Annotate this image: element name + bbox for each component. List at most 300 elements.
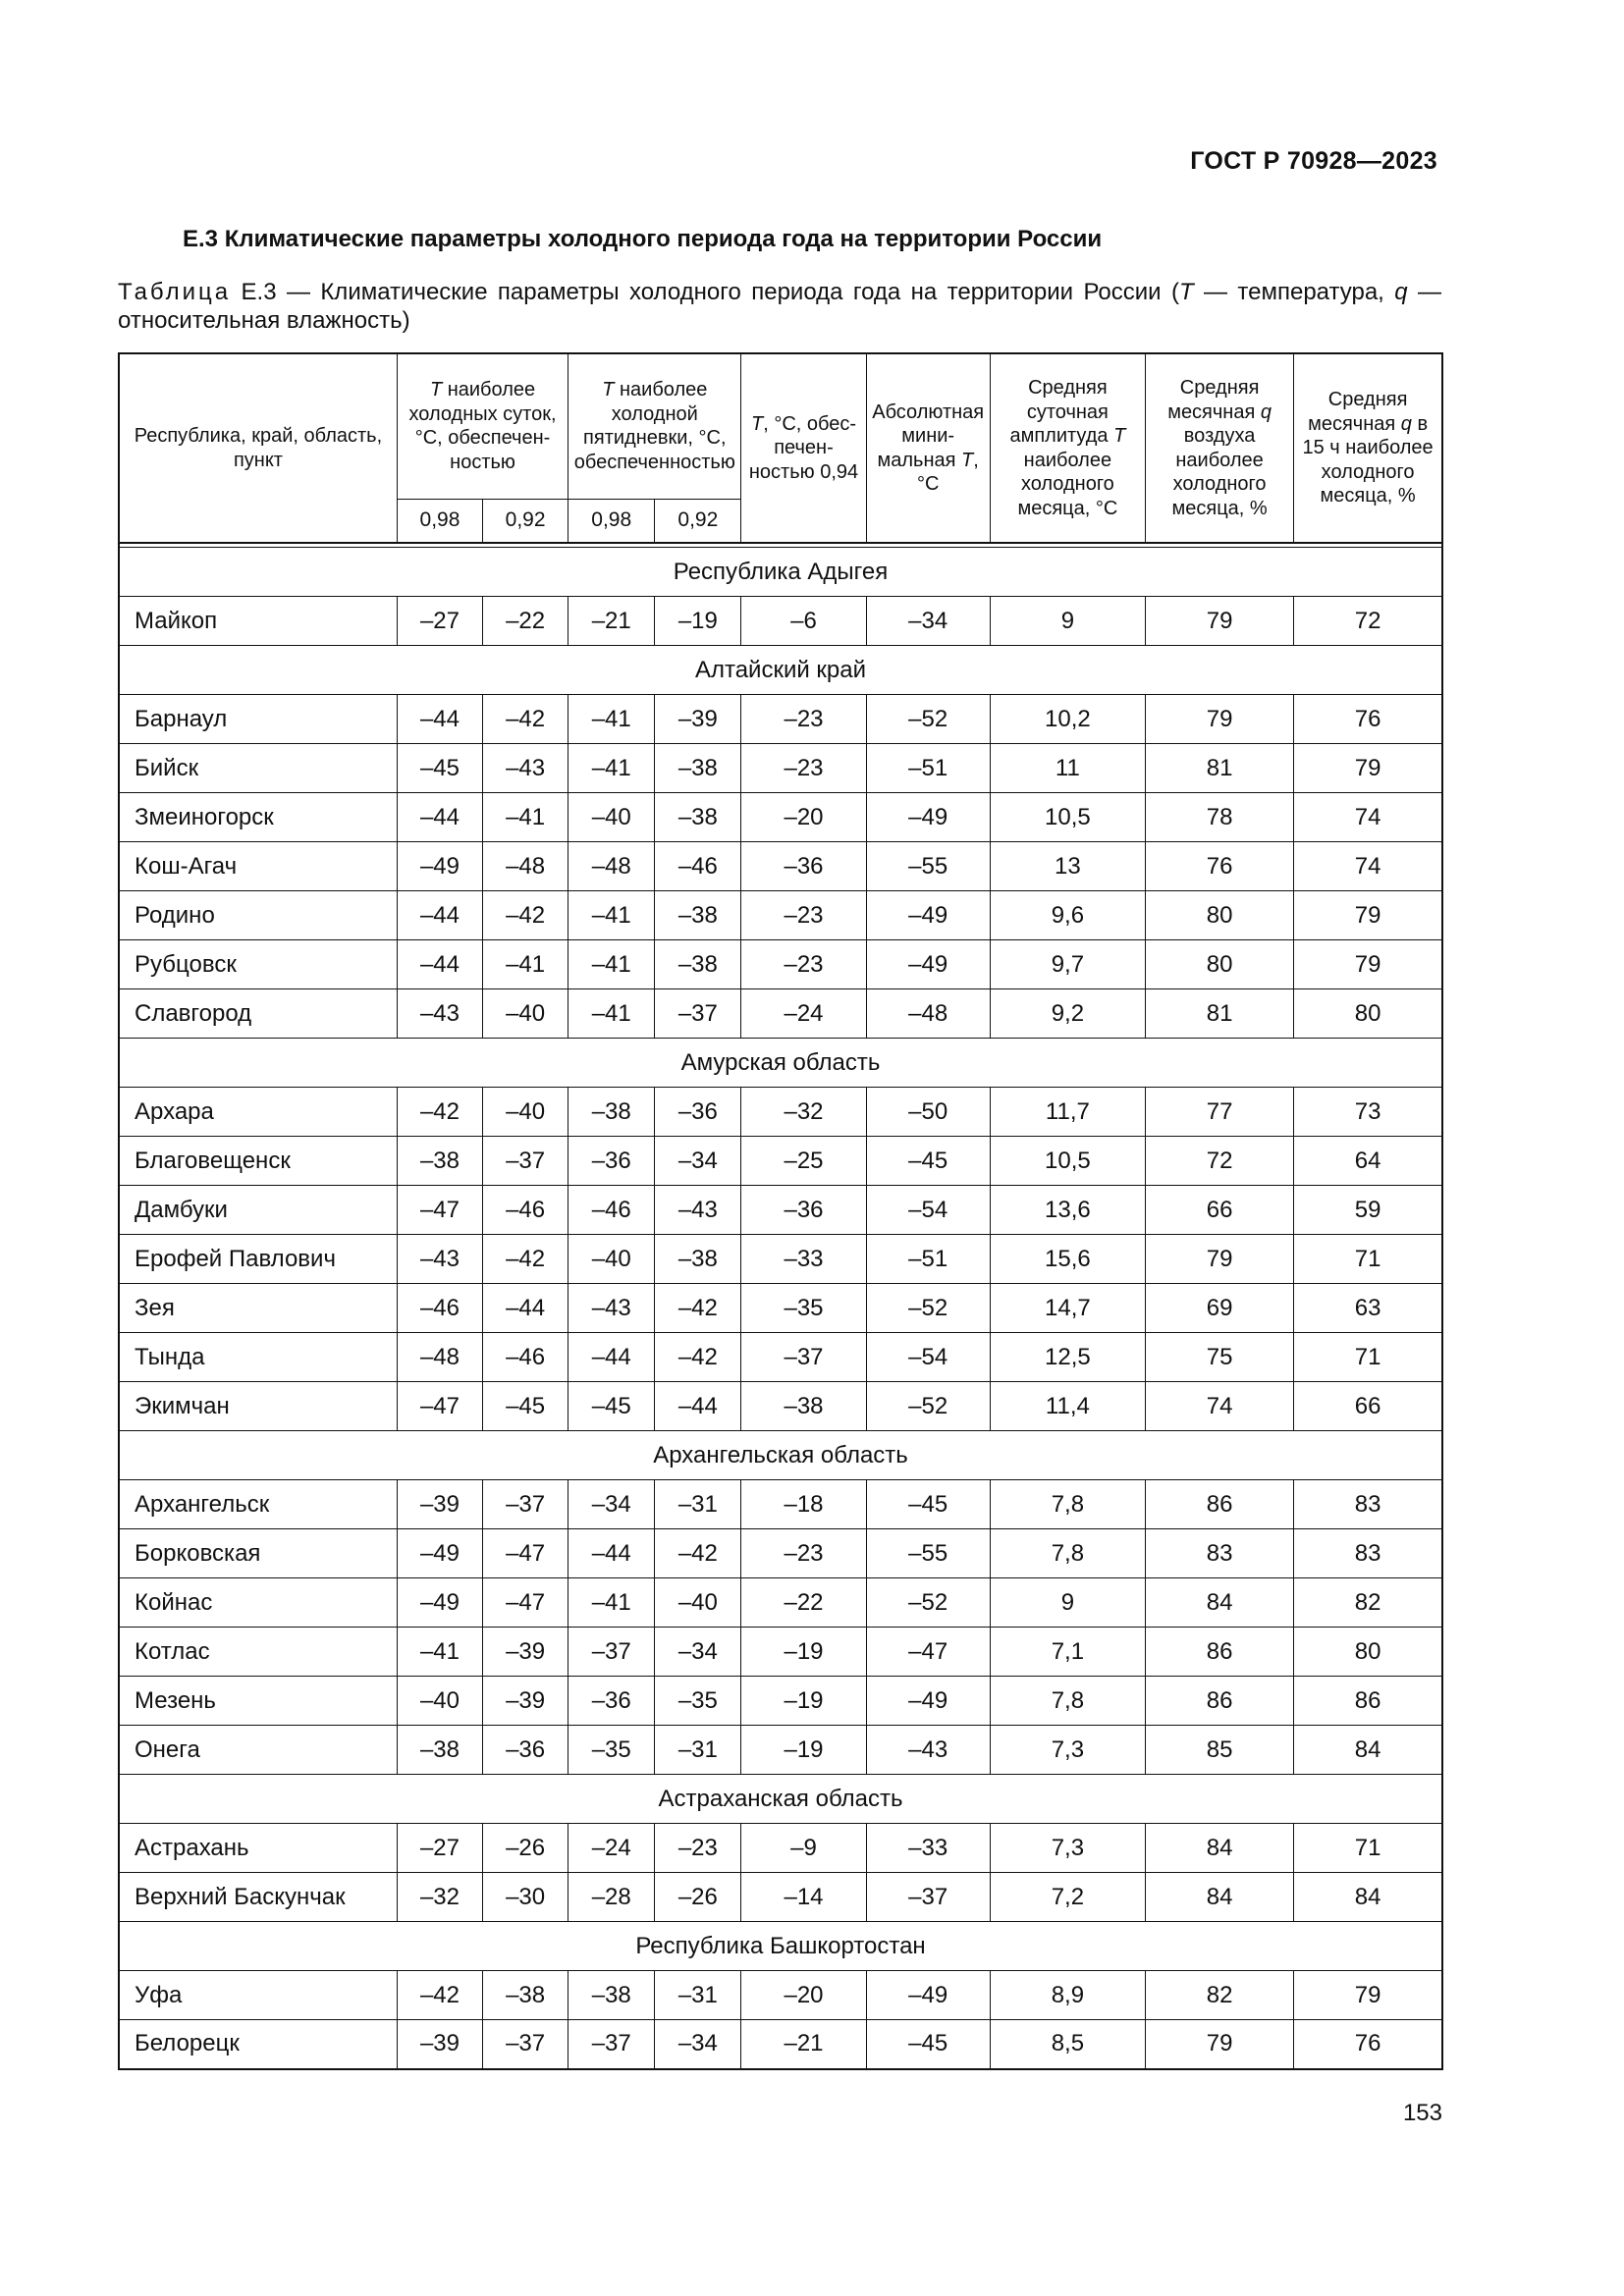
value-cell: –45 (866, 1137, 990, 1186)
location-name: Астрахань (119, 1824, 397, 1873)
table-row (119, 1873, 1442, 1922)
page-number: 153 (1402, 2100, 1442, 2126)
value-cell: 74 (1294, 793, 1442, 842)
table-row (119, 1529, 1442, 1578)
group-row (119, 1039, 1442, 1088)
value-cell: –42 (655, 1333, 741, 1382)
value-cell: –34 (655, 1628, 741, 1677)
header-var: T (961, 449, 974, 471)
value-cell: –38 (397, 1726, 482, 1775)
value-cell: –27 (397, 597, 482, 646)
location-name: Благовещенск (119, 1137, 397, 1186)
value-cell: –37 (741, 1333, 866, 1382)
value-cell: –41 (568, 940, 655, 989)
header-text: в 15 ч наиболее холодного месяца, % (1302, 412, 1434, 507)
value-cell: 84 (1145, 1873, 1293, 1922)
value-cell: –19 (655, 597, 741, 646)
location-name: Майкоп (119, 597, 397, 646)
variable-t: T (1178, 279, 1194, 305)
value-cell: 66 (1145, 1186, 1293, 1235)
value-cell: –38 (483, 1971, 568, 2020)
header-text: , °C (916, 449, 979, 495)
location-name: Ерофей Павлович (119, 1235, 397, 1284)
value-cell: –45 (568, 1382, 655, 1431)
value-cell: –43 (397, 989, 482, 1039)
value-cell: –49 (397, 1529, 482, 1578)
header-var: T (602, 379, 615, 401)
value-cell: –36 (568, 1677, 655, 1726)
value-cell: –37 (866, 1873, 990, 1922)
value-cell: 9 (990, 597, 1145, 646)
value-cell: –20 (741, 1971, 866, 2020)
table-row (119, 793, 1442, 842)
value-cell: 7,2 (990, 1873, 1145, 1922)
table-row (119, 1480, 1442, 1529)
value-cell: 7,8 (990, 1677, 1145, 1726)
value-cell: 80 (1145, 940, 1293, 989)
table-caption-label: Таблица (118, 279, 232, 305)
value-cell: 82 (1294, 1578, 1442, 1628)
table-row (119, 989, 1442, 1039)
value-cell: 86 (1145, 1628, 1293, 1677)
value-cell: 10,5 (990, 1137, 1145, 1186)
value-cell: –6 (741, 597, 866, 646)
value-cell: 76 (1294, 2020, 1442, 2069)
value-cell: –33 (741, 1235, 866, 1284)
value-cell: –27 (397, 1824, 482, 1873)
value-cell: –49 (866, 940, 990, 989)
value-cell: 84 (1145, 1824, 1293, 1873)
value-cell: –47 (483, 1578, 568, 1628)
value-cell: –44 (397, 891, 482, 940)
location-name: Экимчан (119, 1382, 397, 1431)
value-cell: 11,7 (990, 1088, 1145, 1137)
value-cell: 80 (1294, 989, 1442, 1039)
table-row (119, 1677, 1442, 1726)
value-cell: –31 (655, 1480, 741, 1529)
value-cell: 83 (1145, 1529, 1293, 1578)
value-cell: 7,8 (990, 1480, 1145, 1529)
value-cell: –26 (655, 1873, 741, 1922)
value-cell: –31 (655, 1726, 741, 1775)
value-cell: –40 (655, 1578, 741, 1628)
value-cell: –39 (483, 1628, 568, 1677)
value-cell: –38 (655, 793, 741, 842)
table-row (119, 1088, 1442, 1137)
value-cell: –46 (483, 1186, 568, 1235)
value-cell: –42 (655, 1284, 741, 1333)
value-cell: 69 (1145, 1284, 1293, 1333)
value-cell: –20 (741, 793, 866, 842)
value-cell: –50 (866, 1088, 990, 1137)
value-cell: 7,1 (990, 1628, 1145, 1677)
value-cell: –31 (655, 1971, 741, 2020)
group-name: Алтайский край (119, 646, 1442, 695)
group-name: Амурская область (119, 1039, 1442, 1088)
value-cell: –33 (866, 1824, 990, 1873)
value-cell: –42 (397, 1088, 482, 1137)
group-row (119, 646, 1442, 695)
location-name: Тында (119, 1333, 397, 1382)
header-absolute-min (866, 353, 990, 543)
value-cell: 85 (1145, 1726, 1293, 1775)
value-cell: 84 (1294, 1873, 1442, 1922)
value-cell: 7,3 (990, 1824, 1145, 1873)
value-cell: –49 (866, 1971, 990, 2020)
value-cell: –41 (568, 695, 655, 744)
value-cell: –38 (568, 1971, 655, 2020)
header-text: Средняя суточная амплитуда (1009, 377, 1114, 447)
value-cell: –38 (741, 1382, 866, 1431)
header-location: Республика, край, область, пункт (119, 353, 397, 543)
value-cell: –42 (655, 1529, 741, 1578)
value-cell: –38 (568, 1088, 655, 1137)
header-text: наиболее холодных суток, °C, обеспеченностью (408, 379, 557, 473)
table-caption (118, 278, 1441, 335)
value-cell: 75 (1145, 1333, 1293, 1382)
value-cell: –42 (483, 1235, 568, 1284)
header-var: q (1260, 400, 1272, 423)
value-cell: –32 (397, 1873, 482, 1922)
value-cell: 7,3 (990, 1726, 1145, 1775)
value-cell: 66 (1294, 1382, 1442, 1431)
value-cell: –49 (397, 842, 482, 891)
value-cell: –38 (655, 1235, 741, 1284)
value-cell: –19 (741, 1628, 866, 1677)
value-cell: –41 (397, 1628, 482, 1677)
value-cell: –49 (866, 891, 990, 940)
value-cell: 11,4 (990, 1382, 1145, 1431)
value-cell: 9,7 (990, 940, 1145, 989)
value-cell: 86 (1145, 1480, 1293, 1529)
value-cell: 63 (1294, 1284, 1442, 1333)
value-cell: –55 (866, 1529, 990, 1578)
location-name: Змеиногорск (119, 793, 397, 842)
value-cell: 76 (1145, 842, 1293, 891)
value-cell: 80 (1294, 1628, 1442, 1677)
value-cell: –23 (741, 744, 866, 793)
table-row (119, 891, 1442, 940)
value-cell: –52 (866, 1284, 990, 1333)
value-cell: –40 (568, 793, 655, 842)
location-name: Родино (119, 891, 397, 940)
value-cell: 8,5 (990, 2020, 1145, 2069)
value-cell: –38 (397, 1137, 482, 1186)
header-text: , °C, обеспеченностью 0,94 (748, 412, 859, 483)
value-cell: 79 (1294, 1971, 1442, 2020)
table-row (119, 1971, 1442, 2020)
value-cell: –34 (568, 1480, 655, 1529)
value-cell: 79 (1294, 940, 1442, 989)
value-cell: 77 (1145, 1088, 1293, 1137)
value-cell: –47 (866, 1628, 990, 1677)
location-name: Уфа (119, 1971, 397, 2020)
table-caption-number: Е.3 (241, 279, 277, 305)
header-var: T (750, 412, 764, 435)
value-cell: –9 (741, 1824, 866, 1873)
value-cell: 7,8 (990, 1529, 1145, 1578)
value-cell: –37 (568, 1628, 655, 1677)
value-cell: –54 (866, 1333, 990, 1382)
location-name: Славгород (119, 989, 397, 1039)
value-cell: –44 (397, 695, 482, 744)
header-var: T (1113, 425, 1126, 447)
value-cell: –35 (568, 1726, 655, 1775)
header-var: q (1400, 412, 1412, 435)
header-text: Средняя месячная (1167, 377, 1261, 423)
value-cell: –41 (568, 1578, 655, 1628)
table-row (119, 1578, 1442, 1628)
value-cell: –48 (866, 989, 990, 1039)
value-cell: 82 (1145, 1971, 1293, 2020)
value-cell: –41 (483, 793, 568, 842)
table-row (119, 1284, 1442, 1333)
value-cell: –49 (866, 793, 990, 842)
value-cell: 10,5 (990, 793, 1145, 842)
value-cell: –44 (568, 1333, 655, 1382)
value-cell: –25 (741, 1137, 866, 1186)
value-cell: 83 (1294, 1529, 1442, 1578)
value-cell: 11 (990, 744, 1145, 793)
value-cell: –44 (568, 1529, 655, 1578)
value-cell: –36 (483, 1726, 568, 1775)
value-cell: –21 (741, 2020, 866, 2069)
value-cell: 79 (1294, 891, 1442, 940)
subheader-cell: 0,98 (397, 499, 482, 543)
value-cell: –41 (568, 891, 655, 940)
value-cell: –49 (866, 1677, 990, 1726)
table-caption-text-3: — относительная влажность) (118, 279, 1442, 334)
value-cell: 71 (1294, 1235, 1442, 1284)
value-cell: 79 (1145, 597, 1293, 646)
value-cell: 13 (990, 842, 1145, 891)
value-cell: –34 (655, 1137, 741, 1186)
value-cell: 59 (1294, 1186, 1442, 1235)
value-cell: 9,2 (990, 989, 1145, 1039)
variable-q: q (1394, 279, 1408, 305)
value-cell: 71 (1294, 1333, 1442, 1382)
value-cell: –39 (483, 1677, 568, 1726)
value-cell: –24 (568, 1824, 655, 1873)
value-cell: –46 (568, 1186, 655, 1235)
value-cell: –52 (866, 695, 990, 744)
table-row (119, 695, 1442, 744)
value-cell: –37 (483, 1480, 568, 1529)
value-cell: –19 (741, 1726, 866, 1775)
value-cell: –51 (866, 744, 990, 793)
header-text: наиболее холодного месяца, °C (1017, 449, 1118, 519)
value-cell: 64 (1294, 1137, 1442, 1186)
value-cell: –45 (866, 2020, 990, 2069)
value-cell: –36 (741, 842, 866, 891)
value-cell: 79 (1145, 2020, 1293, 2069)
value-cell: 15,6 (990, 1235, 1145, 1284)
value-cell: 79 (1145, 1235, 1293, 1284)
table-row (119, 1235, 1442, 1284)
value-cell: –48 (483, 842, 568, 891)
value-cell: 78 (1145, 793, 1293, 842)
value-cell: –43 (568, 1284, 655, 1333)
location-name: Бийск (119, 744, 397, 793)
value-cell: 8,9 (990, 1971, 1145, 2020)
value-cell: –42 (483, 695, 568, 744)
value-cell: –49 (397, 1578, 482, 1628)
table-row (119, 1628, 1442, 1677)
value-cell: –19 (741, 1677, 866, 1726)
value-cell: 86 (1145, 1677, 1293, 1726)
value-cell: –28 (568, 1873, 655, 1922)
location-name: Архангельск (119, 1480, 397, 1529)
value-cell: –23 (741, 1529, 866, 1578)
value-cell: –52 (866, 1578, 990, 1628)
value-cell: –14 (741, 1873, 866, 1922)
header-humidity-15h (1294, 353, 1442, 543)
header-var: T (429, 379, 443, 401)
header-coldest-day (397, 353, 568, 499)
table-row (119, 597, 1442, 646)
group-name: Республика Башкортостан (119, 1922, 1442, 1971)
value-cell: –41 (568, 744, 655, 793)
table-body (119, 548, 1442, 2069)
value-cell: 79 (1145, 695, 1293, 744)
value-cell: –23 (741, 940, 866, 989)
location-name: Верхний Баскунчак (119, 1873, 397, 1922)
value-cell: –42 (483, 891, 568, 940)
value-cell: –54 (866, 1186, 990, 1235)
location-name: Онега (119, 1726, 397, 1775)
value-cell: 72 (1145, 1137, 1293, 1186)
value-cell: –26 (483, 1824, 568, 1873)
value-cell: –22 (483, 597, 568, 646)
location-name: Котлас (119, 1628, 397, 1677)
header-t-094 (741, 353, 866, 543)
location-name: Кош-Агач (119, 842, 397, 891)
header-text: наиболее холодной пятидневки, °C, обеспеченностью (573, 379, 735, 473)
group-name: Республика Адыгея (119, 548, 1442, 597)
value-cell: –43 (655, 1186, 741, 1235)
value-cell: –43 (866, 1726, 990, 1775)
value-cell: –46 (397, 1284, 482, 1333)
value-cell: –34 (866, 597, 990, 646)
table-row (119, 2020, 1442, 2069)
value-cell: –41 (568, 989, 655, 1039)
section-title: Е.3 Климатические параметры холодного периода года на территории России (183, 226, 1103, 252)
value-cell: 79 (1294, 744, 1442, 793)
value-cell: –38 (655, 940, 741, 989)
value-cell: 73 (1294, 1088, 1442, 1137)
location-name: Рубцовск (119, 940, 397, 989)
value-cell: –21 (568, 597, 655, 646)
location-name: Дамбуки (119, 1186, 397, 1235)
value-cell: 74 (1294, 842, 1442, 891)
value-cell: 10,2 (990, 695, 1145, 744)
header-text: Абсолютная минимальная (872, 400, 985, 471)
value-cell: –40 (568, 1235, 655, 1284)
value-cell: 81 (1145, 744, 1293, 793)
value-cell: –47 (483, 1529, 568, 1578)
subheader-cell: 0,98 (568, 499, 655, 543)
value-cell: –40 (483, 989, 568, 1039)
group-row (119, 1922, 1442, 1971)
value-cell: –51 (866, 1235, 990, 1284)
value-cell: –44 (397, 940, 482, 989)
location-name: Борковская (119, 1529, 397, 1578)
group-row (119, 1431, 1442, 1480)
value-cell: 9,6 (990, 891, 1145, 940)
value-cell: –47 (397, 1382, 482, 1431)
value-cell: –37 (483, 2020, 568, 2069)
header-coldest-five-day (568, 353, 741, 499)
location-name: Мезень (119, 1677, 397, 1726)
group-name: Астраханская область (119, 1775, 1442, 1824)
value-cell: 13,6 (990, 1186, 1145, 1235)
value-cell: –23 (741, 891, 866, 940)
table-caption-text-2: — температура, (1193, 279, 1384, 305)
value-cell: –38 (655, 891, 741, 940)
value-cell: 9 (990, 1578, 1145, 1628)
table-row (119, 1382, 1442, 1431)
value-cell: 86 (1294, 1677, 1442, 1726)
location-name: Барнаул (119, 695, 397, 744)
value-cell: –36 (568, 1137, 655, 1186)
value-cell: –46 (483, 1333, 568, 1382)
value-cell: –35 (741, 1284, 866, 1333)
value-cell: –37 (655, 989, 741, 1039)
value-cell: –39 (397, 1480, 482, 1529)
value-cell: –23 (655, 1824, 741, 1873)
value-cell: –35 (655, 1677, 741, 1726)
value-cell: –55 (866, 842, 990, 891)
value-cell: –37 (568, 2020, 655, 2069)
header-text: воздуха наиболее холодного месяца, % (1171, 425, 1268, 519)
value-cell: –44 (483, 1284, 568, 1333)
value-cell: 84 (1294, 1726, 1442, 1775)
value-cell: –24 (741, 989, 866, 1039)
value-cell: 76 (1294, 695, 1442, 744)
value-cell: –39 (397, 2020, 482, 2069)
value-cell: –37 (483, 1137, 568, 1186)
subheader-cell: 0,92 (483, 499, 568, 543)
value-cell: –52 (866, 1382, 990, 1431)
value-cell: –46 (655, 842, 741, 891)
header-monthly-humidity (1145, 353, 1293, 543)
table-row (119, 1824, 1442, 1873)
value-cell: –47 (397, 1186, 482, 1235)
value-cell: –40 (397, 1677, 482, 1726)
table-row (119, 1137, 1442, 1186)
group-row (119, 548, 1442, 597)
value-cell: –44 (655, 1382, 741, 1431)
value-cell: –36 (741, 1186, 866, 1235)
value-cell: –41 (483, 940, 568, 989)
value-cell: 80 (1145, 891, 1293, 940)
value-cell: –23 (741, 695, 866, 744)
group-row (119, 1775, 1442, 1824)
value-cell: –30 (483, 1873, 568, 1922)
value-cell: –34 (655, 2020, 741, 2069)
location-name: Зея (119, 1284, 397, 1333)
group-name: Архангельская область (119, 1431, 1442, 1480)
value-cell: –45 (483, 1382, 568, 1431)
value-cell: –39 (655, 695, 741, 744)
document-code: ГОСТ Р 70928—2023 (1190, 147, 1437, 175)
table-row (119, 744, 1442, 793)
value-cell: –43 (483, 744, 568, 793)
value-cell: –43 (397, 1235, 482, 1284)
value-cell: –18 (741, 1480, 866, 1529)
value-cell: 71 (1294, 1824, 1442, 1873)
value-cell: 81 (1145, 989, 1293, 1039)
